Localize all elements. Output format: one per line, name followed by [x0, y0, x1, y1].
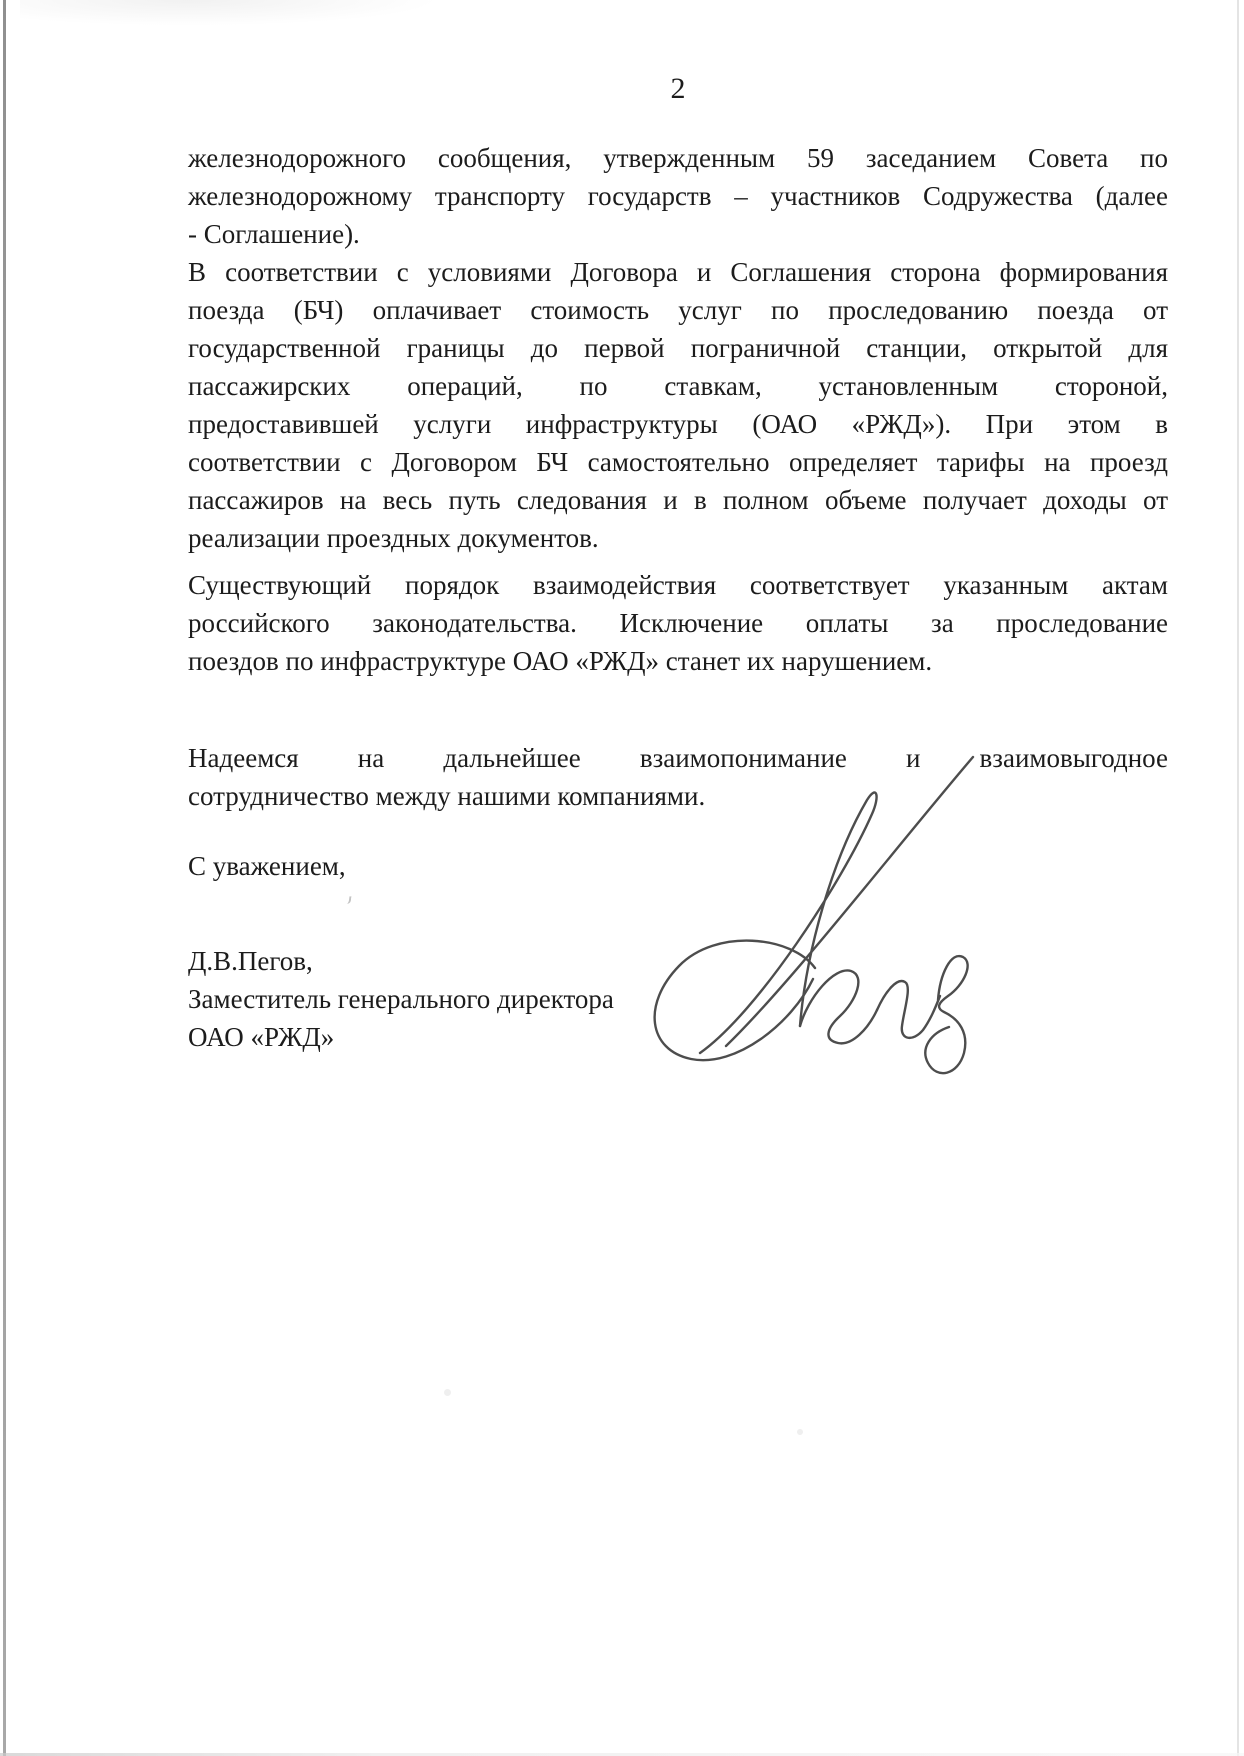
body-line: Надеемся на дальнейшее взаимопонимание и взаимовыгодное [188, 743, 1168, 773]
paragraph-agreement [188, 139, 1168, 253]
body-line: Существующий порядок взаимодействия соответствует указанным актам [188, 570, 1168, 600]
body-line: железнодорожного сообщения, утвержденным 59 заседанием Совета по [188, 143, 1168, 173]
paragraph-cooperation-hope [188, 739, 1168, 815]
body-line: - Соглашение). [188, 219, 360, 249]
signatory-title: Заместитель генерального директора [188, 984, 614, 1014]
body-line: поезда (БЧ) оплачивает стоимость услуг по проследованию поезда от [188, 295, 1168, 325]
closing-salutation: С уважением, [188, 851, 346, 881]
body-line: государственной границы до первой пограничной станции, открытой для [188, 333, 1168, 363]
body-line: российского законодательства. Исключение оплаты за проследование [188, 608, 1168, 638]
body-line: В соответствии с условиями Договора и Соглашения сторона формирования [188, 257, 1168, 287]
scan-speck [444, 1389, 451, 1396]
body-line: реализации проездных документов. [188, 523, 599, 553]
body-line: соответствии с Договором БЧ самостоятельно определяет тарифы на проезд [188, 447, 1168, 477]
letter-body [188, 139, 1168, 1056]
scan-smudge [20, 0, 440, 26]
closing-salutation-block [188, 847, 1168, 885]
signatory-company: ОАО «РЖД» [188, 1022, 335, 1052]
page-number: 2 [670, 72, 686, 105]
scan-edge-left [3, 0, 6, 1756]
paragraph-legal-compliance [188, 566, 1168, 680]
body-line: поездов по инфраструктуре ОАО «РЖД» станет их нарушением. [188, 646, 933, 676]
body-line: пассажирских операций, по ставкам, установленным стороной, [188, 371, 1168, 401]
paragraph-contract-terms [188, 253, 1168, 557]
scan-speck [797, 1429, 803, 1435]
body-line: железнодорожному транспорту государств – участников Содружества (далее [188, 181, 1168, 211]
signatory-block [188, 942, 1168, 1056]
body-line: пассажиров на весь путь следования и в полном объеме получает доходы от [188, 485, 1168, 515]
body-line: предоставившей услуги инфраструктуры (ОАО «РЖД»). При этом в [188, 409, 1168, 439]
scan-edge-right [1237, 0, 1239, 1756]
signatory-name: Д.В.Пегов, [188, 946, 313, 976]
body-line: сотрудничество между нашими компаниями. [188, 781, 706, 811]
